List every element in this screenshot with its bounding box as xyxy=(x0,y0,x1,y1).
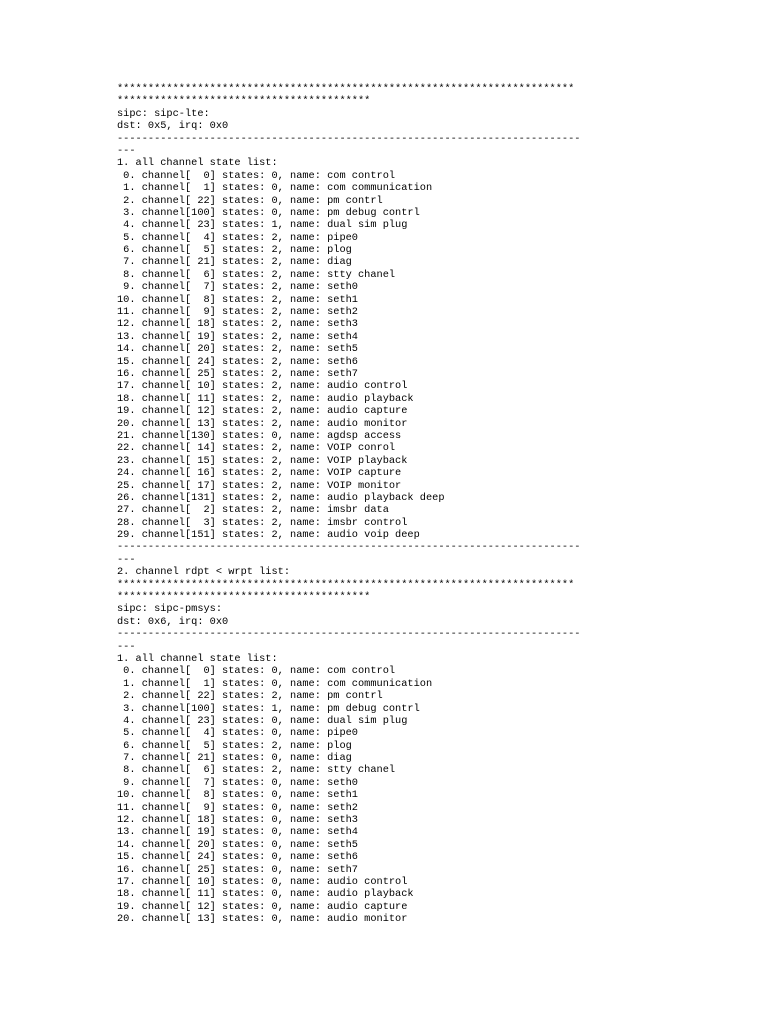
log-line: 10. channel[ 8] states: 2, name: seth1 xyxy=(117,293,358,306)
log-line: 29. channel[151] states: 2, name: audio voip deep xyxy=(117,529,420,542)
log-line: 17. channel[ 10] states: 2, name: audio control xyxy=(117,380,408,393)
log-line: 1. channel[ 1] states: 0, name: com communication xyxy=(117,677,433,690)
log-line: 2. channel[ 22] states: 2, name: pm contrl xyxy=(117,690,383,703)
log-line: 20. channel[ 13] states: 0, name: audio monitor xyxy=(117,913,408,926)
log-line: 11. channel[ 9] states: 0, name: seth2 xyxy=(117,801,358,814)
log-line: --- xyxy=(117,553,136,566)
log-line: 19. channel[ 12] states: 0, name: audio capture xyxy=(117,900,408,913)
log-line: --- xyxy=(117,144,136,157)
log-line: 3. channel[100] states: 0, name: pm debug contrl xyxy=(117,206,420,219)
log-line: 8. channel[ 6] states: 2, name: stty chanel xyxy=(117,268,396,281)
log-line: 2. channel[ 22] states: 0, name: pm contrl xyxy=(117,194,383,207)
log-line: 24. channel[ 16] states: 2, name: VOIP capture xyxy=(117,467,402,480)
log-line: 1. all channel state list: xyxy=(117,652,278,665)
log-line: ***************************************** xyxy=(117,591,371,604)
log-line: 13. channel[ 19] states: 2, name: seth4 xyxy=(117,330,358,343)
log-line: 14. channel[ 20] states: 0, name: seth5 xyxy=(117,838,358,851)
log-line: 5. channel[ 4] states: 0, name: pipe0 xyxy=(117,727,358,740)
log-line: --- xyxy=(117,640,136,653)
log-line: dst: 0x6, irq: 0x0 xyxy=(117,615,229,628)
log-line: 20. channel[ 13] states: 2, name: audio monitor xyxy=(117,417,408,430)
log-line: 4. channel[ 23] states: 1, name: dual sim plug xyxy=(117,219,408,232)
log-line: 1. all channel state list: xyxy=(117,157,278,170)
log-line: 7. channel[ 21] states: 0, name: diag xyxy=(117,752,352,765)
log-line: 18. channel[ 11] states: 0, name: audio playback xyxy=(117,888,414,901)
log-line: 17. channel[ 10] states: 0, name: audio control xyxy=(117,876,408,888)
log-line: 22. channel[ 14] states: 2, name: VOIP conrol xyxy=(117,442,396,455)
log-line: --------------------------------------------------------------------------- xyxy=(117,132,581,145)
log-line: dst: 0x5, irq: 0x0 xyxy=(117,120,229,133)
log-line: 14. channel[ 20] states: 2, name: seth5 xyxy=(117,343,358,356)
log-line: --------------------------------------------------------------------------- xyxy=(117,541,581,554)
log-line: 9. channel[ 7] states: 2, name: seth0 xyxy=(117,281,358,294)
log-line: 10. channel[ 8] states: 0, name: seth1 xyxy=(117,789,358,802)
log-line: sipc: sipc-lte: xyxy=(117,107,210,120)
log-line: ***************************************** xyxy=(117,95,371,108)
log-line: sipc: sipc-pmsys: xyxy=(117,603,223,616)
log-line: 5. channel[ 4] states: 2, name: pipe0 xyxy=(117,231,358,244)
log-line: 1. channel[ 1] states: 0, name: com communication xyxy=(117,182,433,195)
log-line: 2. channel rdpt < wrpt list: xyxy=(117,566,291,579)
log-line: 0. channel[ 0] states: 0, name: com control xyxy=(117,169,396,182)
log-line: 12. channel[ 18] states: 2, name: seth3 xyxy=(117,318,358,331)
log-line: --------------------------------------------------------------------------- xyxy=(117,628,581,641)
log-line: 19. channel[ 12] states: 2, name: audio capture xyxy=(117,405,408,418)
log-line: ************************************************************************** xyxy=(117,83,575,95)
log-line: 11. channel[ 9] states: 2, name: seth2 xyxy=(117,306,358,319)
log-line: 16. channel[ 25] states: 0, name: seth7 xyxy=(117,863,358,876)
sipc-channel-log xyxy=(117,83,662,926)
log-line: 6. channel[ 5] states: 2, name: plog xyxy=(117,244,352,257)
log-line: 27. channel[ 2] states: 2, name: imsbr data xyxy=(117,504,389,517)
log-line: 4. channel[ 23] states: 0, name: dual sim plug xyxy=(117,714,408,727)
log-line: 8. channel[ 6] states: 2, name: stty chanel xyxy=(117,764,396,777)
log-line: ************************************************************************** xyxy=(117,578,575,591)
log-line: 16. channel[ 25] states: 2, name: seth7 xyxy=(117,367,358,380)
log-line: 21. channel[130] states: 0, name: agdsp access xyxy=(117,429,402,442)
log-line: 15. channel[ 24] states: 2, name: seth6 xyxy=(117,355,358,368)
log-line: 26. channel[131] states: 2, name: audio playback deep xyxy=(117,491,445,504)
log-line: 28. channel[ 3] states: 2, name: imsbr control xyxy=(117,516,408,529)
log-line: 7. channel[ 21] states: 2, name: diag xyxy=(117,256,352,269)
log-line: 18. channel[ 11] states: 2, name: audio playback xyxy=(117,392,414,405)
log-line: 23. channel[ 15] states: 2, name: VOIP playback xyxy=(117,454,408,467)
log-line: 25. channel[ 17] states: 2, name: VOIP monitor xyxy=(117,479,402,492)
log-line: 9. channel[ 7] states: 0, name: seth0 xyxy=(117,776,358,789)
log-line: 0. channel[ 0] states: 0, name: com control xyxy=(117,665,396,678)
log-line: 3. channel[100] states: 1, name: pm debug contrl xyxy=(117,702,420,715)
log-line: 12. channel[ 18] states: 0, name: seth3 xyxy=(117,814,358,827)
log-line: 13. channel[ 19] states: 0, name: seth4 xyxy=(117,826,358,839)
log-line: 15. channel[ 24] states: 0, name: seth6 xyxy=(117,851,358,864)
log-line: 6. channel[ 5] states: 2, name: plog xyxy=(117,739,352,752)
